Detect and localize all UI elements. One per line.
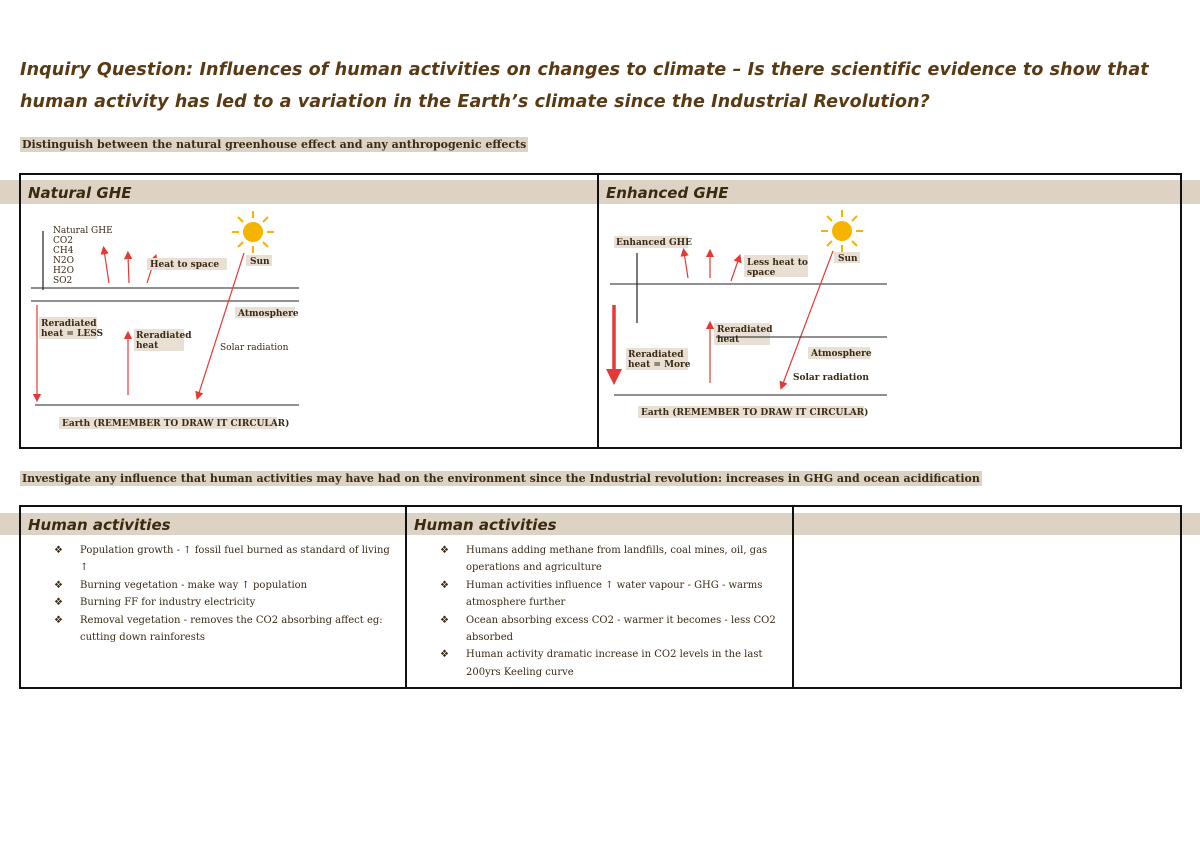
ghe-table-divider — [597, 173, 599, 449]
heat-to-space-label: Heat to space — [150, 260, 220, 270]
bullet-diamond-icon: ❖ — [440, 545, 449, 556]
svg-text:H2O: H2O — [53, 266, 74, 276]
heat-escape-arrow-1 — [104, 250, 109, 283]
svg-text:N2O: N2O — [53, 256, 74, 266]
list-item: ❖ Human activities influence ↑ water vapour - GHG - warms atmosphere further — [407, 577, 789, 612]
human-activities-list-2 — [407, 542, 789, 681]
reradiated-label-2: heat — [136, 341, 159, 351]
bullet-diamond-icon: ❖ — [54, 614, 63, 626]
sun-label: Sun — [250, 257, 270, 267]
natural-ghe-gas-list — [53, 226, 113, 286]
reradiated-more-label-2: heat = More — [628, 360, 691, 370]
atmosphere-label: Atmosphere — [811, 349, 872, 359]
section-prompt-ghe: Distinguish between the natural greenhouse effect and any anthropogenic effects — [22, 138, 527, 151]
solar-radiation-arrow — [198, 253, 244, 396]
bullet-diamond-icon: ❖ — [54, 579, 63, 591]
human-activities-heading-1: Human activities — [28, 516, 171, 534]
list-item: ❖ Removal vegetation - removes the CO2 absorbing affect eg: cutting down rainforests — [21, 612, 401, 647]
list-item: ❖ Human activity dramatic increase in CO2 levels in the last 200yrs Keeling curve — [407, 646, 789, 681]
list-item: ❖ Humans adding methane from landfills, coal mines, oil, gas operations and agriculture — [407, 542, 789, 577]
sun-label: Sun — [838, 254, 858, 264]
bullet-diamond-icon: ❖ — [440, 579, 449, 591]
reradiated-more-arrowhead — [606, 369, 622, 385]
earth-label: Earth (REMEMBER TO DRAW IT CIRCULAR) — [641, 408, 869, 418]
bullet-diamond-icon: ❖ — [54, 545, 63, 556]
atmosphere-label: Atmosphere — [238, 309, 299, 319]
enhanced-ghe-heading: Enhanced GHE — [606, 184, 729, 202]
reradiated-less-label-2: heat = LESS — [41, 329, 104, 339]
bullet-diamond-icon: ❖ — [440, 649, 449, 661]
heat-escape-arrow-2 — [128, 255, 129, 283]
inquiry-question-title: Inquiry Question: Influences of human activities on changes to climate – Is there scientific evidence to show that human activity has led to a variation in the Earth’s climate since the Industrial Revolution? — [20, 60, 1149, 112]
svg-text:CH4: CH4 — [53, 246, 74, 256]
svg-text:Natural GHE: Natural GHE — [53, 226, 113, 236]
bullet-diamond-icon: ❖ — [440, 614, 449, 626]
solar-radiation-label: Solar radiation — [793, 373, 869, 383]
reradiated-label-2: heat — [717, 335, 740, 345]
svg-text:SO2: SO2 — [53, 276, 73, 286]
enhanced-ghe-diagram — [600, 205, 1180, 445]
less-heat-label-2: space — [747, 268, 776, 278]
earth-label: Earth (REMEMBER TO DRAW IT CIRCULAR) — [62, 419, 290, 429]
reradiated-label-1: Reradiated — [136, 331, 192, 341]
sun-icon — [821, 210, 863, 252]
solar-radiation-label: Solar radiation — [220, 343, 289, 353]
natural-ghe-diagram — [21, 205, 596, 445]
sun-icon — [232, 211, 274, 253]
list-item: ❖ Burning vegetation - make way ↑ population — [21, 577, 401, 594]
human-table-divider-2 — [792, 505, 794, 689]
natural-ghe-heading: Natural GHE — [28, 184, 132, 202]
reradiated-less-label-1: Reradiated — [41, 319, 97, 329]
list-item: ❖ Ocean absorbing excess CO2 - warmer it becomes - less CO2 absorbed — [407, 612, 789, 647]
human-activities-list-1 — [21, 542, 401, 646]
less-heat-arrow-1 — [684, 252, 688, 278]
less-heat-label-1: Less heat to — [747, 258, 808, 268]
section-prompt-human-activities: Investigate any influence that human activities may have had on the environment since the Industrial revolution: increases in GHG and ocean acidification — [22, 472, 980, 485]
svg-text:CO2: CO2 — [53, 236, 73, 246]
bullet-diamond-icon: ❖ — [54, 597, 63, 609]
enhanced-ghe-label: Enhanced GHE — [616, 238, 693, 248]
reradiated-more-label-1: Reradiated — [628, 350, 684, 360]
human-activities-heading-2: Human activities — [414, 516, 557, 534]
reradiated-label-1: Reradiated — [717, 325, 773, 335]
list-item: ❖ Population growth - ↑ fossil fuel burned as standard of living ↑ — [21, 542, 401, 577]
list-item: ❖ Burning FF for industry electricity — [21, 594, 401, 611]
less-heat-arrow-3 — [731, 258, 739, 281]
